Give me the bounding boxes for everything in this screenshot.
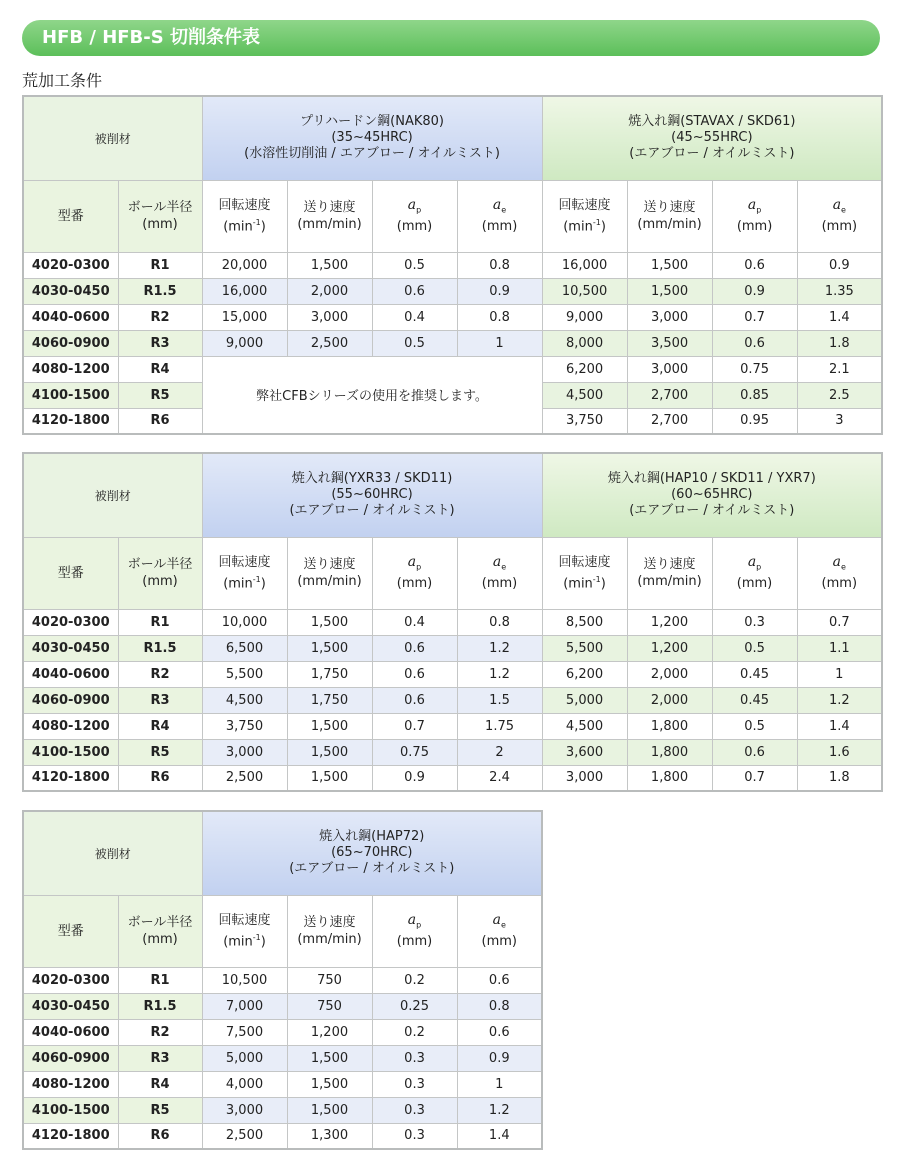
ap-header: $a_p$ (mm) [712,180,797,252]
value-cell: 0.2 [372,967,457,993]
value-cell: 1,750 [287,661,372,687]
model-cell: 4120-1800 [23,765,118,791]
radius-cell: R3 [118,330,202,356]
value-cell: 0.7 [712,765,797,791]
value-cell: 3,600 [542,739,627,765]
value-cell: 6,200 [542,661,627,687]
value-cell: 0.9 [457,278,542,304]
value-cell: 1.5 [457,687,542,713]
value-cell: 4,000 [202,1071,287,1097]
radius-cell: R2 [118,1019,202,1045]
page-title: HFB / HFB-S 切削条件表 [22,20,880,56]
table-row [23,356,882,382]
value-cell: 0.9 [372,765,457,791]
radius-cell: R6 [118,765,202,791]
value-cell: 10,500 [542,278,627,304]
section-subtitle: 荒加工条件 [22,71,103,90]
value-cell: 1.2 [457,1097,542,1123]
value-cell: 0.8 [457,609,542,635]
value-cell: 4,500 [542,382,627,408]
value-cell: 1.4 [797,304,882,330]
value-cell: 1.75 [457,713,542,739]
value-cell: 1.1 [797,635,882,661]
table-row [23,993,542,1019]
value-cell: 1.2 [457,635,542,661]
value-cell: 20,000 [202,252,287,278]
value-cell: 1,500 [287,739,372,765]
value-cell: 1 [457,1071,542,1097]
radius-cell: R1 [118,609,202,635]
value-cell: 0.3 [712,609,797,635]
cutting-table-2 [22,452,883,792]
model-cell: 4060-0900 [23,1045,118,1071]
value-cell: 0.6 [372,635,457,661]
table-row [23,765,882,791]
value-cell: 0.6 [712,252,797,278]
value-cell: 10,000 [202,609,287,635]
value-cell: 0.9 [457,1045,542,1071]
value-cell: 1.6 [797,739,882,765]
ball-radius-header: ボール半径 (mm) [118,180,202,252]
radius-cell: R6 [118,408,202,434]
model-cell: 4120-1800 [23,1123,118,1149]
ae-header: $a_e$ (mm) [797,180,882,252]
value-cell: 2.1 [797,356,882,382]
table-row [23,635,882,661]
radius-cell: R1.5 [118,278,202,304]
feed-header: 送り速度 (mm/min) [287,537,372,609]
value-cell: 750 [287,993,372,1019]
value-cell: 0.45 [712,687,797,713]
table-row [23,609,882,635]
value-cell: 0.4 [372,609,457,635]
value-cell: 0.6 [457,967,542,993]
radius-cell: R5 [118,1097,202,1123]
value-cell: 6,200 [542,356,627,382]
value-cell: 0.5 [372,330,457,356]
model-cell: 4040-0600 [23,1019,118,1045]
value-cell: 0.7 [372,713,457,739]
value-cell: 0.5 [712,635,797,661]
value-cell: 1,500 [287,609,372,635]
value-cell: 3,500 [627,330,712,356]
model-cell: 4030-0450 [23,635,118,661]
value-cell: 3,000 [202,1097,287,1123]
value-cell: 2.5 [797,382,882,408]
model-cell: 4020-0300 [23,252,118,278]
value-cell: 0.7 [712,304,797,330]
value-cell: 16,000 [542,252,627,278]
table-row [23,1045,542,1071]
table-row [23,739,882,765]
value-cell: 9,000 [542,304,627,330]
value-cell: 2,000 [627,687,712,713]
value-cell: 2,500 [202,1123,287,1149]
value-cell: 3,750 [202,713,287,739]
value-cell: 1,200 [627,635,712,661]
value-cell: 1.8 [797,765,882,791]
value-cell: 0.6 [712,739,797,765]
value-cell: 1,800 [627,713,712,739]
value-cell: 0.8 [457,993,542,1019]
value-cell: 0.25 [372,993,457,1019]
value-cell: 2,500 [202,765,287,791]
value-cell: 1.4 [797,713,882,739]
value-cell: 0.2 [372,1019,457,1045]
value-cell: 0.6 [712,330,797,356]
model-cell: 4030-0450 [23,278,118,304]
value-cell: 5,500 [542,635,627,661]
value-cell: 1 [797,661,882,687]
radius-cell: R5 [118,382,202,408]
value-cell: 0.8 [457,304,542,330]
radius-cell: R2 [118,304,202,330]
feed-header: 送り速度 (mm/min) [287,895,372,967]
value-cell: 1,750 [287,687,372,713]
speed-header: 回転速度 $(\min^{-1})$ [542,180,627,252]
value-cell: 0.7 [797,609,882,635]
value-cell: 0.3 [372,1123,457,1149]
material-header: 焼入れ鋼(YXR33 / SKD11) (55~60HRC) (エアブロー / オイルミスト) [202,453,542,537]
value-cell: 15,000 [202,304,287,330]
value-cell: 0.4 [372,304,457,330]
value-cell: 0.6 [372,687,457,713]
radius-cell: R5 [118,739,202,765]
model-cell: 4120-1800 [23,408,118,434]
table-row [23,1071,542,1097]
model-cell: 4020-0300 [23,967,118,993]
feed-header: 送り速度 (mm/min) [627,180,712,252]
feed-header: 送り速度 (mm/min) [627,537,712,609]
table-row [23,304,882,330]
value-cell: 7,500 [202,1019,287,1045]
model-header: 型番 [23,180,118,252]
value-cell: 1,500 [287,765,372,791]
model-cell: 4080-1200 [23,713,118,739]
table-row [23,252,882,278]
speed-header: 回転速度 $(\min^{-1})$ [202,180,287,252]
ball-radius-header: ボール半径 (mm) [118,537,202,609]
value-cell: 0.75 [372,739,457,765]
value-cell: 0.6 [457,1019,542,1045]
model-cell: 4100-1500 [23,1097,118,1123]
value-cell: 1,500 [287,635,372,661]
model-cell: 4100-1500 [23,382,118,408]
model-cell: 4080-1200 [23,356,118,382]
value-cell: 1,500 [287,252,372,278]
value-cell: 1 [457,330,542,356]
value-cell: 2.4 [457,765,542,791]
table-row [23,1097,542,1123]
material-header: プリハードン鋼(NAK80) (35~45HRC) (水溶性切削油 / エアブロー / オイルミスト) [202,96,542,180]
value-cell: 3,000 [202,739,287,765]
radius-cell: R3 [118,1045,202,1071]
value-cell: 1,200 [627,609,712,635]
value-cell: 2 [457,739,542,765]
ae-header: $a_e$ (mm) [457,180,542,252]
value-cell: 0.3 [372,1045,457,1071]
value-cell: 0.9 [712,278,797,304]
model-cell: 4040-0600 [23,661,118,687]
ap-header: $a_p$ (mm) [372,895,457,967]
value-cell: 5,500 [202,661,287,687]
material-header: 焼入れ鋼(HAP10 / SKD11 / YXR7) (60~65HRC) (エアブロー / オイルミスト) [542,453,882,537]
value-cell: 3,750 [542,408,627,434]
value-cell: 2,700 [627,382,712,408]
speed-header: 回転速度 $(\min^{-1})$ [202,537,287,609]
value-cell: 750 [287,967,372,993]
value-cell: 1.4 [457,1123,542,1149]
value-cell: 1,500 [627,252,712,278]
radius-cell: R6 [118,1123,202,1149]
radius-cell: R1.5 [118,635,202,661]
material-header: 焼入れ鋼(HAP72) (65~70HRC) (エアブロー / オイルミスト) [202,811,542,895]
model-header: 型番 [23,895,118,967]
table-row [23,330,882,356]
radius-cell: R1 [118,967,202,993]
value-cell: 3,000 [627,304,712,330]
cutting-table-3 [22,810,543,1150]
ap-header: $a_p$ (mm) [372,180,457,252]
speed-header: 回転速度 $(\min^{-1})$ [542,537,627,609]
radius-cell: R4 [118,713,202,739]
model-cell: 4040-0600 [23,304,118,330]
value-cell: 1,300 [287,1123,372,1149]
value-cell: 8,000 [542,330,627,356]
value-cell: 0.9 [797,252,882,278]
value-cell: 0.45 [712,661,797,687]
value-cell: 0.5 [712,713,797,739]
value-cell: 2,000 [627,661,712,687]
value-cell: 2,700 [627,408,712,434]
radius-cell: R3 [118,687,202,713]
value-cell: 4,500 [542,713,627,739]
value-cell: 0.5 [372,252,457,278]
value-cell: 1,800 [627,739,712,765]
value-cell: 1,500 [287,1097,372,1123]
value-cell: 16,000 [202,278,287,304]
value-cell: 5,000 [542,687,627,713]
table-row [23,713,882,739]
radius-cell: R1.5 [118,993,202,1019]
ball-radius-header: ボール半径 (mm) [118,895,202,967]
value-cell: 8,500 [542,609,627,635]
feed-header: 送り速度 (mm/min) [287,180,372,252]
value-cell: 1,500 [287,1071,372,1097]
value-cell: 9,000 [202,330,287,356]
value-cell: 1,800 [627,765,712,791]
value-cell: 1.2 [797,687,882,713]
table-row [23,1019,542,1045]
model-cell: 4060-0900 [23,330,118,356]
value-cell: 0.85 [712,382,797,408]
model-cell: 4080-1200 [23,1071,118,1097]
ae-header: $a_e$ (mm) [457,537,542,609]
material-label: 被削材 [23,96,202,180]
material-label: 被削材 [23,453,202,537]
ae-header: $a_e$ (mm) [797,537,882,609]
material-header: 焼入れ鋼(STAVAX / SKD61) (45~55HRC) (エアブロー / オイルミスト) [542,96,882,180]
value-cell: 0.8 [457,252,542,278]
ae-header: $a_e$ (mm) [457,895,542,967]
table-row [23,967,542,993]
value-cell: 1.8 [797,330,882,356]
value-cell: 1.35 [797,278,882,304]
value-cell: 1,200 [287,1019,372,1045]
model-cell: 4030-0450 [23,993,118,1019]
value-cell: 4,500 [202,687,287,713]
radius-cell: R1 [118,252,202,278]
value-cell: 1,500 [627,278,712,304]
value-cell: 3,000 [542,765,627,791]
value-cell: 0.95 [712,408,797,434]
material-label: 被削材 [23,811,202,895]
value-cell: 0.6 [372,661,457,687]
value-cell: 0.6 [372,278,457,304]
value-cell: 10,500 [202,967,287,993]
radius-cell: R4 [118,356,202,382]
model-cell: 4060-0900 [23,687,118,713]
recommendation-note: 弊社CFBシリーズの使用を推奨します。 [202,356,542,434]
table-row [23,687,882,713]
ap-header: $a_p$ (mm) [372,537,457,609]
table-row [23,661,882,687]
model-header: 型番 [23,537,118,609]
speed-header: 回転速度 $(\min^{-1})$ [202,895,287,967]
value-cell: 2,500 [287,330,372,356]
value-cell: 3 [797,408,882,434]
radius-cell: R2 [118,661,202,687]
value-cell: 3,000 [287,304,372,330]
value-cell: 7,000 [202,993,287,1019]
value-cell: 5,000 [202,1045,287,1071]
value-cell: 0.3 [372,1097,457,1123]
value-cell: 0.3 [372,1071,457,1097]
value-cell: 6,500 [202,635,287,661]
value-cell: 1,500 [287,713,372,739]
value-cell: 1.2 [457,661,542,687]
model-cell: 4020-0300 [23,609,118,635]
radius-cell: R4 [118,1071,202,1097]
ap-header: $a_p$ (mm) [712,537,797,609]
value-cell: 1,500 [287,1045,372,1071]
value-cell: 3,000 [627,356,712,382]
cutting-table-1 [22,95,883,435]
value-cell: 2,000 [287,278,372,304]
value-cell: 0.75 [712,356,797,382]
model-cell: 4100-1500 [23,739,118,765]
table-row [23,1123,542,1149]
table-row [23,278,882,304]
